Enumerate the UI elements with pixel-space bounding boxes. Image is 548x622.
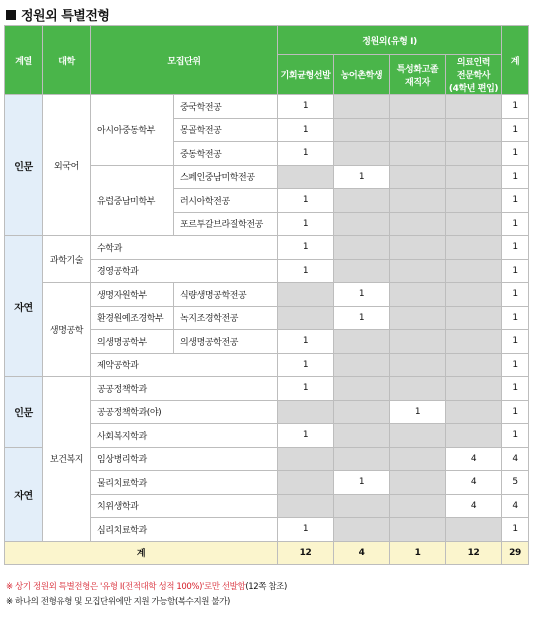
total-cell: 1 — [502, 283, 529, 307]
unit-cell: 포르투갈브라질학전공 — [174, 212, 278, 236]
faculty-cell: 유럽중남미학부 — [91, 165, 174, 236]
c1-cell: 1 — [278, 424, 334, 448]
total-cell: 1 — [502, 400, 529, 424]
c4-cell — [446, 189, 502, 213]
total-cell: 1 — [502, 424, 529, 448]
college-cell: 보건복지 — [43, 377, 91, 542]
c2-cell — [334, 518, 390, 542]
unit-cell: 제약공학과 — [91, 353, 278, 377]
unit-cell: 식량생명공학전공 — [174, 283, 278, 307]
header-gyeyeol: 계열 — [5, 26, 43, 95]
c4-cell — [446, 377, 502, 401]
c3-cell — [390, 165, 446, 189]
c2-cell: 1 — [334, 471, 390, 495]
total-cell: 1 — [502, 330, 529, 354]
section-title — [6, 5, 109, 24]
c2-cell — [334, 189, 390, 213]
unit-cell: 수학과 — [91, 236, 278, 260]
c4-cell — [446, 212, 502, 236]
c1-cell: 1 — [278, 118, 334, 142]
total-cell: 1 — [502, 377, 529, 401]
c4-cell — [446, 95, 502, 119]
c1-cell: 1 — [278, 95, 334, 119]
admission-table — [4, 25, 529, 565]
c4-cell: 4 — [446, 447, 502, 471]
unit-cell: 심리치료학과 — [91, 518, 278, 542]
c4-cell — [446, 400, 502, 424]
c1-cell: 1 — [278, 518, 334, 542]
totals-c3: 1 — [390, 541, 446, 564]
category-cell: 인문 — [5, 377, 43, 448]
c4-cell — [446, 424, 502, 448]
c2-cell: 1 — [334, 165, 390, 189]
c4-cell — [446, 306, 502, 330]
c1-cell: 1 — [278, 377, 334, 401]
c4-cell — [446, 236, 502, 260]
faculty-cell: 아시아중동학부 — [91, 95, 174, 166]
c3-cell — [390, 306, 446, 330]
c3-cell — [390, 377, 446, 401]
c2-cell — [334, 400, 390, 424]
c3-cell — [390, 142, 446, 166]
unit-cell: 임상병리학과 — [91, 447, 278, 471]
college-cell: 외국어 — [43, 95, 91, 236]
college-cell: 생명공학 — [43, 283, 91, 377]
total-cell: 1 — [502, 212, 529, 236]
c3-cell — [390, 212, 446, 236]
total-cell: 1 — [502, 95, 529, 119]
totals-label: 계 — [5, 541, 278, 564]
c4-cell — [446, 142, 502, 166]
section-title-text: 정원외 특별전형 — [21, 9, 110, 24]
c1-cell: 1 — [278, 353, 334, 377]
unit-cell: 치위생학과 — [91, 494, 278, 518]
c3-cell — [390, 283, 446, 307]
c1-cell — [278, 471, 334, 495]
unit-cell: 중동학전공 — [174, 142, 278, 166]
unit-cell: 사회복지학과 — [91, 424, 278, 448]
c2-cell — [334, 353, 390, 377]
unit-cell: 녹지조경학전공 — [174, 306, 278, 330]
unit-cell: 물리치료학과 — [91, 471, 278, 495]
total-cell: 1 — [502, 189, 529, 213]
c4-cell — [446, 518, 502, 542]
c1-cell: 1 — [278, 330, 334, 354]
c1-cell: 1 — [278, 189, 334, 213]
totals-c1: 12 — [278, 541, 334, 564]
table-row — [5, 283, 529, 307]
header-daehak: 대학 — [43, 26, 91, 95]
c2-cell — [334, 212, 390, 236]
total-cell: 5 — [502, 471, 529, 495]
c1-cell: 1 — [278, 236, 334, 260]
c2-cell — [334, 142, 390, 166]
totals-total: 29 — [502, 541, 529, 564]
c2-cell — [334, 95, 390, 119]
c1-cell: 1 — [278, 212, 334, 236]
faculty-cell: 생명자원학부 — [91, 283, 174, 307]
total-cell: 1 — [502, 165, 529, 189]
c3-cell: 1 — [390, 400, 446, 424]
c3-cell — [390, 353, 446, 377]
header-mojip: 모집단위 — [91, 26, 278, 95]
c4-cell: 4 — [446, 494, 502, 518]
c4-cell — [446, 118, 502, 142]
c3-cell — [390, 494, 446, 518]
c4-cell — [446, 353, 502, 377]
faculty-cell: 의생명공학부 — [91, 330, 174, 354]
header-c3: 특성화고졸 재직자 — [390, 55, 446, 95]
c3-cell — [390, 236, 446, 260]
c3-cell — [390, 518, 446, 542]
unit-cell: 러시아학전공 — [174, 189, 278, 213]
notes — [6, 580, 287, 610]
total-cell: 1 — [502, 236, 529, 260]
c2-cell: 1 — [334, 306, 390, 330]
c3-cell — [390, 471, 446, 495]
category-cell: 자연 — [5, 236, 43, 377]
table-row — [5, 377, 529, 401]
unit-cell: 공공정책학과 — [91, 377, 278, 401]
c2-cell — [334, 377, 390, 401]
c2-cell — [334, 118, 390, 142]
total-cell: 1 — [502, 259, 529, 283]
c2-cell — [334, 494, 390, 518]
total-cell: 1 — [502, 353, 529, 377]
c1-cell — [278, 165, 334, 189]
c4-cell: 4 — [446, 471, 502, 495]
c3-cell — [390, 118, 446, 142]
note-2: ※ 하나의 전형유형 및 모집단위에만 지원 가능함(복수지원 불가) — [6, 597, 230, 607]
c2-cell — [334, 424, 390, 448]
total-cell: 1 — [502, 518, 529, 542]
c4-cell — [446, 259, 502, 283]
c2-cell: 1 — [334, 283, 390, 307]
c1-cell — [278, 447, 334, 471]
note-1: ※ 상기 정원외 특별전형은 '유형 Ⅰ(전적대학 성적 100%)'로만 선발함(12쪽 참조) — [6, 582, 287, 592]
c3-cell — [390, 330, 446, 354]
totals-row — [5, 541, 529, 564]
c3-cell — [390, 447, 446, 471]
c1-cell: 1 — [278, 142, 334, 166]
totals-c4: 12 — [446, 541, 502, 564]
c1-cell — [278, 283, 334, 307]
totals-c2: 4 — [334, 541, 390, 564]
unit-cell: 경영공학과 — [91, 259, 278, 283]
total-cell: 1 — [502, 142, 529, 166]
college-cell: 과학기술 — [43, 236, 91, 283]
total-cell: 1 — [502, 118, 529, 142]
c4-cell — [446, 283, 502, 307]
unit-cell: 의생명공학전공 — [174, 330, 278, 354]
c2-cell — [334, 259, 390, 283]
unit-cell: 중국학전공 — [174, 95, 278, 119]
c3-cell — [390, 424, 446, 448]
total-cell: 4 — [502, 494, 529, 518]
category-cell: 자연 — [5, 447, 43, 541]
total-cell: 1 — [502, 306, 529, 330]
header-c4: 의료인력 전문학사 (4학년 편입) — [446, 55, 502, 95]
c1-cell — [278, 306, 334, 330]
c1-cell — [278, 400, 334, 424]
c2-cell — [334, 330, 390, 354]
c3-cell — [390, 189, 446, 213]
c4-cell — [446, 165, 502, 189]
table-row — [5, 236, 529, 260]
square-bullet-icon — [6, 10, 16, 20]
c2-cell — [334, 447, 390, 471]
category-cell: 인문 — [5, 95, 43, 236]
header-c2: 농어촌학생 — [334, 55, 390, 95]
c4-cell — [446, 330, 502, 354]
unit-cell: 몽골학전공 — [174, 118, 278, 142]
header-c1: 기회균형선발 — [278, 55, 334, 95]
unit-cell: 스페인중남미학전공 — [174, 165, 278, 189]
total-cell: 4 — [502, 447, 529, 471]
header-group: 정원외(유형 Ⅰ) — [278, 26, 502, 55]
c2-cell — [334, 236, 390, 260]
c3-cell — [390, 259, 446, 283]
unit-cell: 공공정책학과(야) — [91, 400, 278, 424]
c1-cell: 1 — [278, 259, 334, 283]
c1-cell — [278, 494, 334, 518]
c3-cell — [390, 95, 446, 119]
faculty-cell: 환경원예조경학부 — [91, 306, 174, 330]
header-total: 계 — [502, 26, 529, 95]
table-row — [5, 95, 529, 119]
